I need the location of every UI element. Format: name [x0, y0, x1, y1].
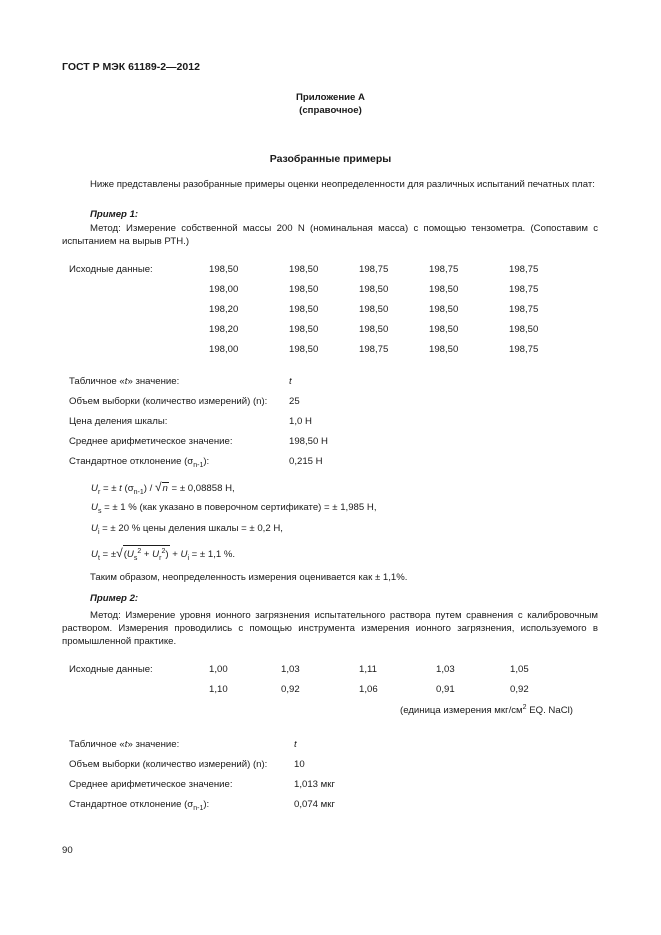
param-label: Объем выборки (количество измерений) (n):	[69, 759, 268, 770]
data-cell: 198,75	[509, 304, 539, 315]
data-cell: 198,75	[509, 264, 539, 275]
data-cell: 1,10	[209, 684, 228, 695]
formula-u-r: $U_r$ = ± t $(\sigma_{n-1}) / √n$ = ± 0,08858 Н,	[91, 480, 235, 496]
source-data-label: Исходные данные:	[69, 664, 153, 675]
data-cell: 1,06	[359, 684, 378, 695]
data-cell: 198,50	[429, 284, 459, 295]
data-row	[0, 284, 661, 298]
data-cell: 198,50	[209, 264, 239, 275]
data-cell: 198,50	[289, 284, 319, 295]
data-cell: 198,20	[209, 324, 239, 335]
data-cell: 1,03	[281, 664, 300, 675]
example2-title: Пример 2:	[90, 593, 139, 604]
param-value: 10	[294, 759, 305, 770]
data-cell: 198,00	[209, 284, 239, 295]
example1-param-row	[0, 396, 661, 410]
data-cell: 198,75	[359, 344, 389, 355]
param-label: Объем выборки (количество измерений) (n):	[69, 396, 268, 407]
data-row	[0, 304, 661, 318]
document-code: ГОСТ Р МЭК 61189-2—2012	[62, 61, 200, 73]
data-cell: 198,50	[289, 344, 319, 355]
param-value: t	[289, 376, 292, 387]
data-cell: 198,75	[509, 344, 539, 355]
data-cell: 198,50	[289, 264, 319, 275]
example2-param-row	[0, 739, 661, 753]
appendix-title: Приложение А	[296, 92, 365, 103]
example1-title: Пример 1:	[90, 209, 139, 220]
data-cell: 198,20	[209, 304, 239, 315]
example1-param-row	[0, 376, 661, 390]
example1-param-row	[0, 456, 661, 470]
page-number: 90	[62, 845, 73, 856]
data-row	[0, 324, 661, 338]
intro-paragraph: Ниже представлены разобранные примеры оценки неопределенности для различных испытаний печатных плат:	[90, 179, 595, 190]
data-row	[0, 664, 661, 678]
formula-u-s: $U_s$ = ± 1 % (как указано в поверочном сертификате) = ± 1,985 Н,	[91, 502, 377, 515]
data-cell: 198,50	[359, 304, 389, 315]
param-label: Среднее арифметическое значение:	[69, 436, 233, 447]
param-value: 1,013 мкг	[294, 779, 335, 790]
param-label: Табличное «t» значение:	[69, 376, 180, 387]
example2-param-row	[0, 779, 661, 793]
example2-param-row	[0, 759, 661, 773]
example1-param-row	[0, 436, 661, 450]
unit-note: (единица измерения мкг/$см^2$ EQ. NaCl)	[400, 704, 573, 717]
data-cell: 198,50	[429, 344, 459, 355]
data-cell: 198,50	[359, 284, 389, 295]
example1-method: Метод: Измерение собственной массы 200 N (номинальная масса) с помощью тензометра. (Сопоставим с испытанием на вырыв РТН.)	[62, 223, 598, 247]
formula-u-t: $U_t = \pm√(U_s^2 + U_r^2) + U_i$ = ± 1,1 %.	[91, 546, 236, 563]
param-label: Среднее арифметическое значение:	[69, 779, 233, 790]
data-cell: 198,75	[429, 264, 459, 275]
data-cell: 198,50	[429, 304, 459, 315]
param-value: t	[294, 739, 297, 750]
data-cell: 198,75	[509, 284, 539, 295]
section-title: Разобранные примеры	[269, 153, 392, 165]
param-value: 25	[289, 396, 300, 407]
example2-param-row	[0, 799, 661, 813]
source-data-label: Исходные данные:	[69, 264, 153, 275]
data-row	[0, 684, 661, 698]
param-value: 0,074 мкг	[294, 799, 335, 810]
formula-u-i: $U_i$ = ± 20 % цены деления шкалы = ± 0,2 Н,	[91, 523, 283, 536]
data-cell: 198,50	[359, 324, 389, 335]
data-cell: 1,03	[436, 664, 455, 675]
data-row	[0, 344, 661, 358]
data-cell: 0,92	[510, 684, 529, 695]
data-cell: 1,11	[359, 664, 377, 675]
data-cell: 198,50	[509, 324, 539, 335]
data-cell: 198,50	[289, 324, 319, 335]
param-value: 198,50 Н	[289, 436, 328, 447]
data-cell: 1,05	[510, 664, 529, 675]
appendix-subtitle: (справочное)	[299, 105, 362, 116]
data-row	[0, 264, 661, 278]
example1-conclusion: Таким образом, неопределенность измерения оценивается как ± 1,1%.	[90, 572, 408, 583]
data-cell: 1,00	[209, 664, 228, 675]
param-label: Стандартное отклонение $(\sigma_{n-1})$:	[69, 456, 210, 469]
data-cell: 198,75	[359, 264, 389, 275]
example1-param-row	[0, 416, 661, 430]
param-label: Табличное «t» значение:	[69, 739, 180, 750]
data-cell: 198,50	[289, 304, 319, 315]
data-cell: 198,50	[429, 324, 459, 335]
param-value: 1,0 Н	[289, 416, 312, 427]
param-value: 0,215 Н	[289, 456, 323, 467]
data-cell: 198,00	[209, 344, 239, 355]
param-label: Стандартное отклонение $(\sigma_{n-1})$:	[69, 799, 210, 812]
example2-method: Метод: Измерение уровня ионного загрязнения испытательного раствора путем сравнения с калибровочным раствором. Измерения проводились с помощью инструмента измерения ионного загрязнения, используемого в промышленной практике.	[62, 610, 598, 647]
data-cell: 0,91	[436, 684, 455, 695]
param-label: Цена деления шкалы:	[69, 416, 168, 427]
data-cell: 0,92	[281, 684, 300, 695]
